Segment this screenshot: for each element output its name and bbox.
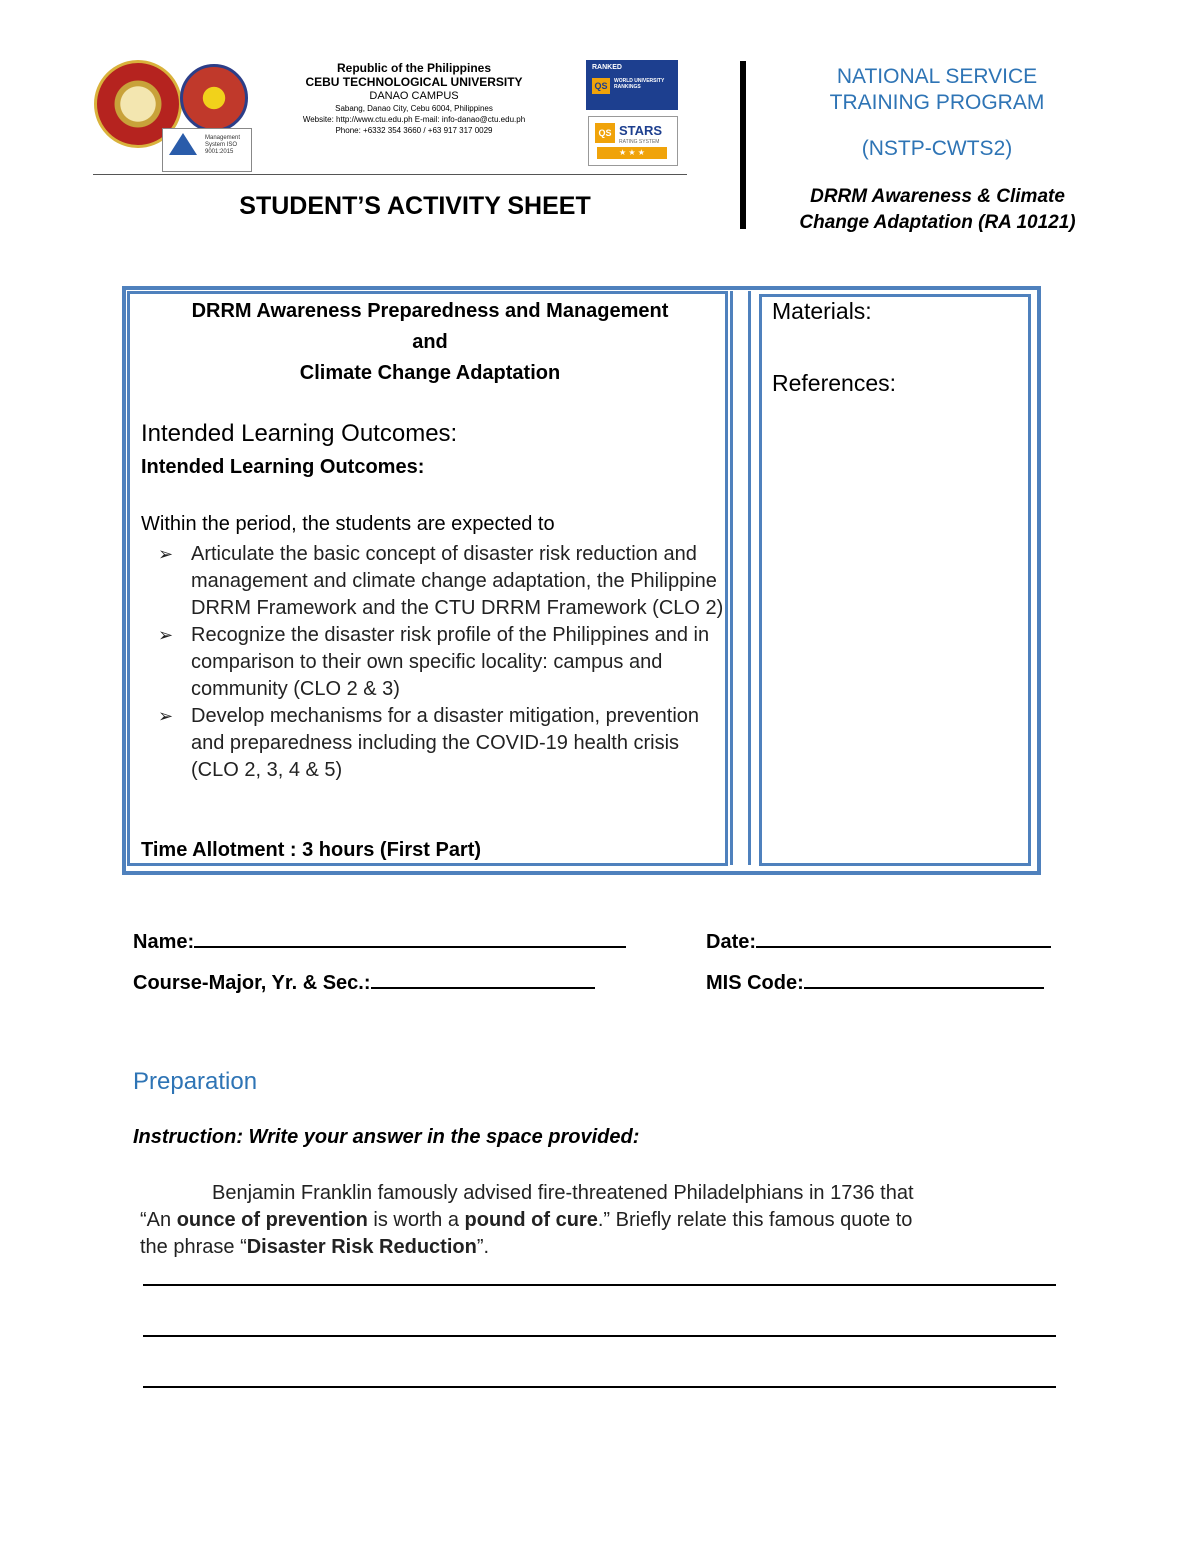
references-label: References: [772, 370, 897, 396]
mis-code-label: MIS Code: [706, 972, 804, 994]
university-website: Website: http://www.ctu.edu.ph E-mail: info-danao@ctu.edu.ph [302, 115, 526, 124]
qs-stars-logo: QS [595, 123, 615, 143]
instruction-text: Instruction: Write your answer in the space provided: [133, 1126, 640, 1148]
prompt-paragraph [140, 1180, 1070, 1261]
list-item [158, 703, 728, 784]
list-item [158, 622, 728, 703]
preparation-heading: Preparation [133, 1068, 258, 1095]
subject-line-2: Change Adaptation (RA 10121) [799, 212, 1076, 233]
university-phone: Phone: +6332 354 3660 / +63 917 317 0029 [335, 126, 493, 135]
sheet-title: STUDENT’S ACTIVITY SHEET [239, 192, 591, 220]
qs-stars-badge [588, 116, 678, 166]
ranked-label: RANKED [592, 64, 622, 71]
iso-certification-logo [162, 128, 252, 172]
answer-line[interactable] [143, 1386, 1056, 1388]
topic-line-2: and [412, 331, 448, 353]
university-name: CEBU TECHNOLOGICAL UNIVERSITY [305, 75, 523, 89]
subject-line-1: DRRM Awareness & Climate [810, 186, 1065, 207]
time-allotment: Time Allotment : 3 hours (First Part) [141, 839, 482, 861]
program-line-2: TRAINING PROGRAM [829, 91, 1045, 114]
date-field [706, 928, 1051, 954]
name-field [133, 928, 626, 954]
prompt-line-1: Benjamin Franklin famously advised fire-threatened Philadelphians in 1736 that [212, 1182, 914, 1204]
campus-name: DANAO CAMPUS [369, 90, 459, 102]
header-divider [93, 174, 687, 175]
date-input-line[interactable] [756, 928, 1051, 948]
arrow-bullet-icon: ➢ [158, 544, 174, 564]
iso-triangle-icon [169, 133, 197, 155]
topic-line-3: Climate Change Adaptation [299, 362, 561, 384]
program-title [792, 64, 1082, 116]
prompt-line-2: “An ounce of prevention is worth a pound of cure.” Briefly relate this famous quote to [140, 1209, 913, 1231]
materials-label: Materials: [772, 298, 872, 324]
panel-divider [730, 291, 733, 865]
qs-logo: QS [592, 78, 610, 94]
mis-code-field [706, 969, 1044, 995]
stars-label: STARS [619, 123, 663, 138]
outcomes-intro: Within the period, the students are expected to [141, 513, 555, 535]
program-line-1: NATIONAL SERVICE [836, 65, 1038, 88]
course-label: Course-Major, Yr. & Sec.: [133, 972, 371, 994]
asean-logo [180, 64, 248, 132]
course-field [133, 969, 595, 995]
topic-line-1: DRRM Awareness Preparedness and Management [191, 300, 669, 322]
date-label: Date: [706, 931, 757, 953]
qs-ranked-badge [586, 60, 678, 110]
mis-code-input-line[interactable] [804, 969, 1044, 989]
course-input-line[interactable] [371, 969, 595, 989]
name-label: Name: [133, 931, 195, 953]
panel-divider [748, 291, 751, 865]
outcomes-list [158, 541, 728, 784]
outcome-text: Recognize the disaster risk profile of the Philippines and in comparison to their own specific locality: campus and community (CLO 2 & 3) [191, 624, 710, 700]
iso-text: Management System ISO 9001:2015 [205, 135, 241, 155]
outcome-text: Articulate the basic concept of disaster risk reduction and management and climate change adaptation, the Philippine DRRM Framework and the CTU DRRM Framework (CLO 2) [191, 543, 724, 619]
program-code: (NSTP-CWTS2) [861, 137, 1013, 160]
ilo-heading-bold: Intended Learning Outcomes: [141, 456, 425, 478]
rating-system-label: RATING SYSTEM [619, 139, 660, 145]
university-address: Sabang, Danao City, Cebu 6004, Philippines [335, 104, 493, 113]
answer-line[interactable] [143, 1284, 1056, 1286]
university-info [268, 61, 560, 136]
answer-line[interactable] [143, 1335, 1056, 1337]
topic-title [130, 296, 730, 389]
prompt-line-3: the phrase “Disaster Risk Reduction”. [140, 1236, 490, 1258]
subject-title [775, 184, 1100, 236]
star-rating-icon: ★ ★ ★ [597, 147, 667, 159]
header-vertical-bar [740, 61, 746, 229]
name-input-line[interactable] [194, 928, 626, 948]
outcome-text: Develop mechanisms for a disaster mitigation, prevention and preparedness including the COVID-19 health crisis (CLO 2, 3, 4 & 5) [191, 705, 700, 781]
list-item [158, 541, 728, 622]
wur-label: WORLD UNIVERSITY RANKINGS [614, 78, 665, 90]
arrow-bullet-icon: ➢ [158, 706, 174, 726]
republic-text: Republic of the Philippines [336, 61, 491, 75]
arrow-bullet-icon: ➢ [158, 625, 174, 645]
ilo-heading: Intended Learning Outcomes: [141, 420, 458, 447]
